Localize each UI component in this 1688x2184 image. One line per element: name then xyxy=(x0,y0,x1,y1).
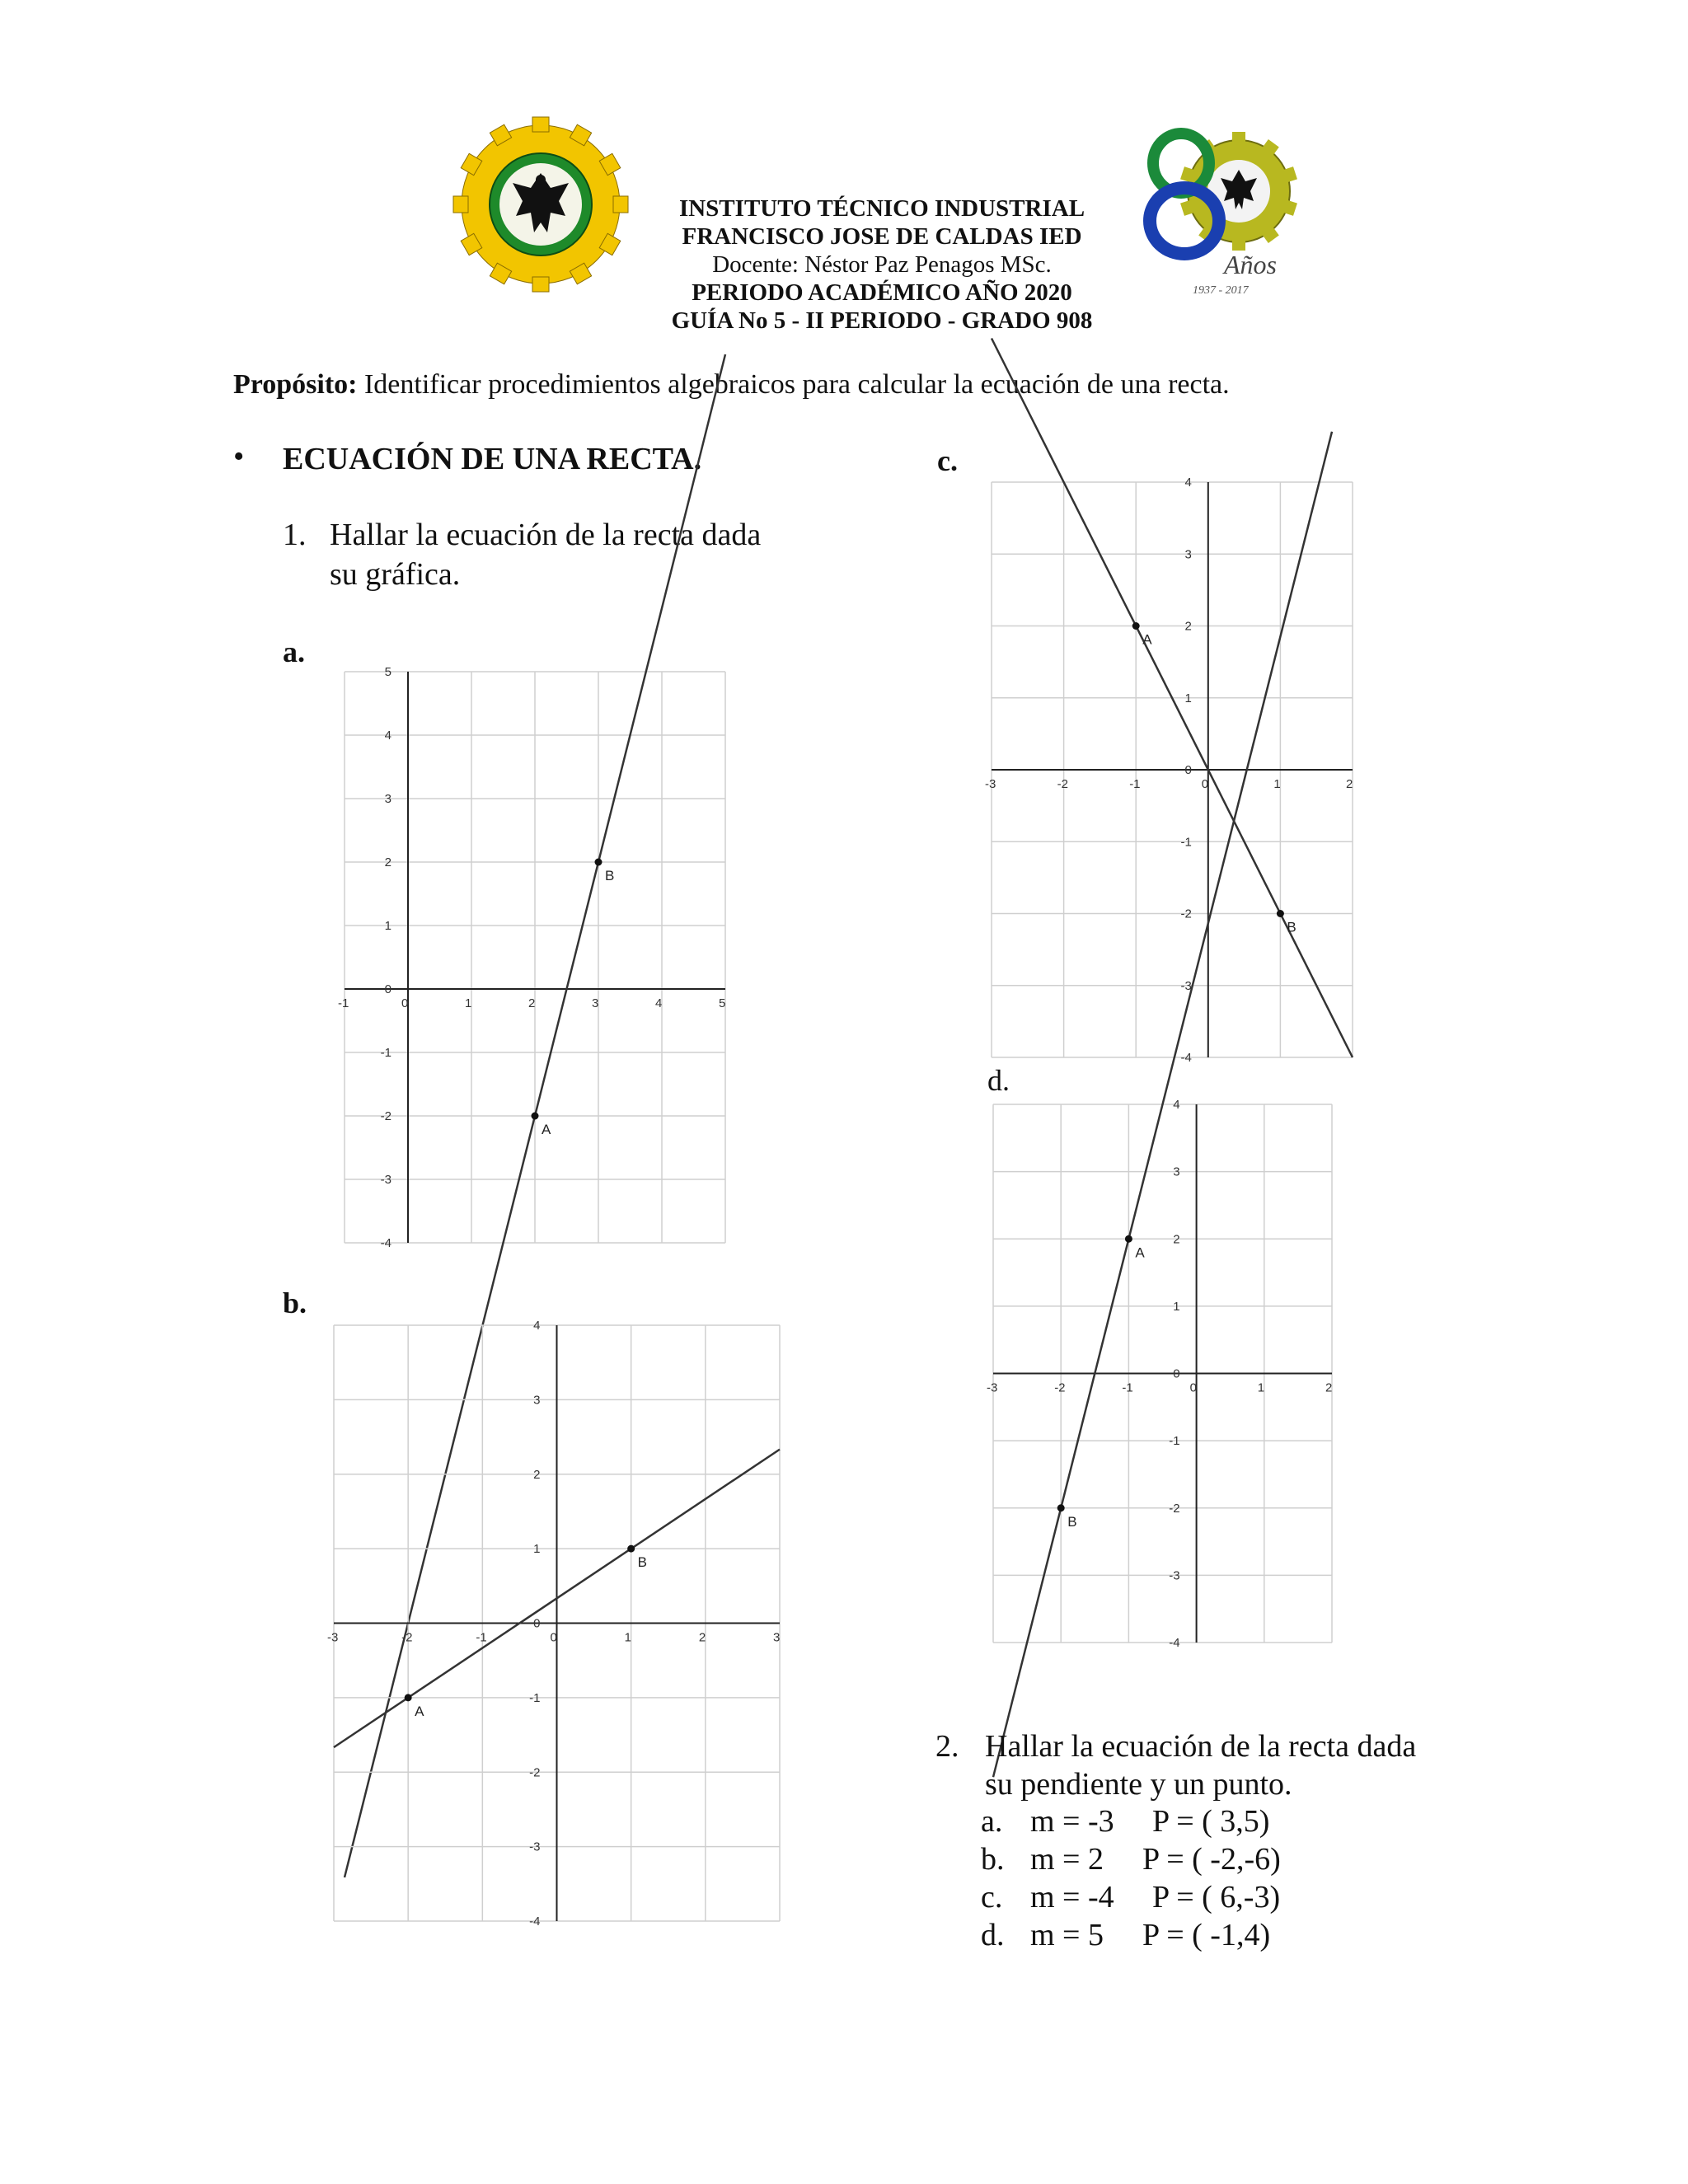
y-tick-label: -1 xyxy=(529,1690,541,1705)
point-a xyxy=(532,1113,539,1120)
y-tick-label: 0 xyxy=(384,982,392,996)
point-b xyxy=(1057,1504,1065,1511)
x-tick-label: 1 xyxy=(1257,1380,1265,1395)
x-tick-label: -2 xyxy=(401,1630,413,1645)
y-tick-label: -3 xyxy=(1180,978,1192,993)
y-tick-label: -4 xyxy=(1169,1636,1180,1650)
y-tick-label: 1 xyxy=(384,919,392,933)
graph-d xyxy=(987,1098,1333,1650)
exercise-item xyxy=(981,1878,1280,1916)
y-tick-label: 0 xyxy=(1184,763,1192,777)
x-tick-label: -1 xyxy=(1129,777,1141,791)
y-tick-label: 0 xyxy=(533,1616,541,1631)
exercise-item xyxy=(981,1840,1281,1878)
exercise-item xyxy=(981,1916,1270,1954)
y-tick-label: 4 xyxy=(1184,476,1192,490)
y-tick-label: 1 xyxy=(1184,691,1192,705)
x-tick-label: -3 xyxy=(327,1630,339,1645)
exercise-point: P = ( 3,5) xyxy=(1152,1804,1270,1839)
y-tick-label: 4 xyxy=(384,729,392,743)
point-b xyxy=(627,1545,635,1553)
point-label: B xyxy=(605,868,615,883)
x-tick-label: -2 xyxy=(1054,1380,1066,1395)
x-tick-label: 3 xyxy=(773,1630,781,1645)
guide-info: GUÍA No 5 - II PERIODO - GRADO 908 xyxy=(671,307,1093,334)
y-tick-label: -1 xyxy=(1169,1434,1180,1449)
exercise-point: P = ( 6,-3) xyxy=(1152,1880,1281,1915)
question2-line1: Hallar la ecuación de la recta dada xyxy=(985,1729,1417,1764)
purpose-text: Identificar procedimientos algebraicos para calcular la ecuación de una recta. xyxy=(357,369,1230,400)
graph-b-label: b. xyxy=(283,1286,307,1319)
exercise-slope: m = 5 xyxy=(1030,1918,1104,1952)
x-tick-label: -1 xyxy=(1122,1380,1133,1395)
y-tick-label: -1 xyxy=(380,1046,392,1060)
y-tick-label: -4 xyxy=(1180,1051,1192,1065)
x-tick-label: 0 xyxy=(1189,1380,1197,1395)
purpose-line xyxy=(233,369,1230,401)
exercise-letter: c. xyxy=(981,1880,1003,1915)
question2-line2: su pendiente y un punto. xyxy=(985,1767,1292,1802)
exercise-point: P = ( -1,4) xyxy=(1142,1918,1271,1952)
y-tick-label: -2 xyxy=(1169,1501,1180,1516)
x-tick-label: -2 xyxy=(1057,777,1068,791)
point-label: A xyxy=(1135,1244,1145,1261)
point-a xyxy=(1125,1235,1132,1243)
anniversary-logo xyxy=(1142,124,1306,301)
y-tick-label: -3 xyxy=(380,1173,392,1187)
y-tick-label: -2 xyxy=(529,1765,541,1780)
y-tick-label: 1 xyxy=(533,1542,541,1557)
x-tick-label: 2 xyxy=(1346,777,1353,791)
section-title: ECUACIÓN DE UNA RECTA. xyxy=(283,442,702,476)
y-tick-label: 2 xyxy=(1184,619,1192,634)
point-label: B xyxy=(637,1554,648,1571)
y-tick-label: -2 xyxy=(380,1109,392,1123)
exercise-item xyxy=(981,1802,1269,1840)
x-tick-label: 2 xyxy=(1325,1380,1333,1395)
x-tick-label: -1 xyxy=(338,996,349,1010)
y-tick-label: 3 xyxy=(1184,547,1192,562)
x-tick-label: 4 xyxy=(655,996,663,1010)
exercise-letter: d. xyxy=(981,1918,1005,1952)
anniversary-text: Años xyxy=(1224,250,1277,279)
graph-c-label: c. xyxy=(937,444,958,477)
y-tick-label: -2 xyxy=(1180,907,1192,921)
question2-number: 2. xyxy=(935,1729,959,1764)
exercise-slope: m = -4 xyxy=(1030,1880,1114,1915)
x-tick-label: 2 xyxy=(698,1630,706,1645)
point-label: A xyxy=(1142,631,1152,648)
x-tick-label: 5 xyxy=(719,996,726,1010)
x-tick-label: 0 xyxy=(550,1630,557,1645)
y-tick-label: 0 xyxy=(1173,1366,1180,1381)
point-label: A xyxy=(415,1703,424,1719)
question1-line2: su gráfica. xyxy=(330,557,461,592)
point-label: A xyxy=(542,1122,551,1137)
exercise-point: P = ( -2,-6) xyxy=(1142,1842,1281,1877)
point-a xyxy=(405,1694,412,1701)
y-tick-label: 2 xyxy=(384,855,392,869)
point-label: B xyxy=(1287,919,1296,935)
y-tick-label: -3 xyxy=(1169,1568,1180,1583)
exercise-letter: a. xyxy=(981,1804,1003,1839)
exercise-slope: m = 2 xyxy=(1030,1842,1104,1877)
point-label: B xyxy=(1067,1513,1077,1530)
x-tick-label: -3 xyxy=(985,777,996,791)
point-a xyxy=(1132,622,1140,630)
x-tick-label: 1 xyxy=(465,996,472,1010)
y-tick-label: -1 xyxy=(1180,835,1192,850)
point-b xyxy=(1277,910,1284,917)
purpose-label: Propósito: xyxy=(233,369,358,400)
question1-line1: Hallar la ecuación de la recta dada xyxy=(330,518,762,552)
x-tick-label: 1 xyxy=(1273,777,1281,791)
graph-b xyxy=(327,1319,781,1929)
graph-d-label: d. xyxy=(987,1064,1010,1097)
graph-a xyxy=(338,665,726,1250)
x-tick-label: 3 xyxy=(592,996,599,1010)
exercise-letter: b. xyxy=(981,1842,1005,1877)
y-tick-label: 4 xyxy=(533,1319,541,1333)
x-tick-label: 2 xyxy=(528,996,536,1010)
y-tick-label: 3 xyxy=(384,792,392,806)
question1-number: 1. xyxy=(283,518,307,552)
institution-subname: FRANCISCO JOSE DE CALDAS IED xyxy=(682,223,1082,250)
exercise-slope: m = -3 xyxy=(1030,1804,1114,1839)
y-tick-label: 3 xyxy=(533,1393,541,1408)
x-tick-label: 0 xyxy=(401,996,409,1010)
y-tick-label: -3 xyxy=(529,1840,541,1854)
x-tick-label: -1 xyxy=(476,1630,487,1645)
point-b xyxy=(595,859,603,866)
y-tick-label: 2 xyxy=(1173,1232,1180,1247)
bullet-icon: • xyxy=(233,439,245,474)
x-tick-label: -3 xyxy=(987,1380,998,1395)
y-tick-label: 1 xyxy=(1173,1299,1180,1314)
x-tick-label: 1 xyxy=(624,1630,632,1645)
academic-period: PERIODO ACADÉMICO AÑO 2020 xyxy=(692,279,1072,306)
y-tick-label: 2 xyxy=(533,1467,541,1482)
teacher-name: Docente: Néstor Paz Penagos MSc. xyxy=(712,251,1052,278)
y-tick-label: 5 xyxy=(384,665,392,679)
y-tick-label: 4 xyxy=(1173,1098,1180,1112)
y-tick-label: -4 xyxy=(380,1236,392,1250)
y-tick-label: 3 xyxy=(1173,1165,1180,1179)
graph-a-label: a. xyxy=(283,635,305,668)
y-tick-label: -4 xyxy=(529,1915,541,1929)
institution-name: INSTITUTO TÉCNICO INDUSTRIAL xyxy=(678,195,1085,222)
anniversary-years: 1937 - 2017 xyxy=(1193,284,1249,297)
x-tick-label: 0 xyxy=(1201,777,1209,791)
